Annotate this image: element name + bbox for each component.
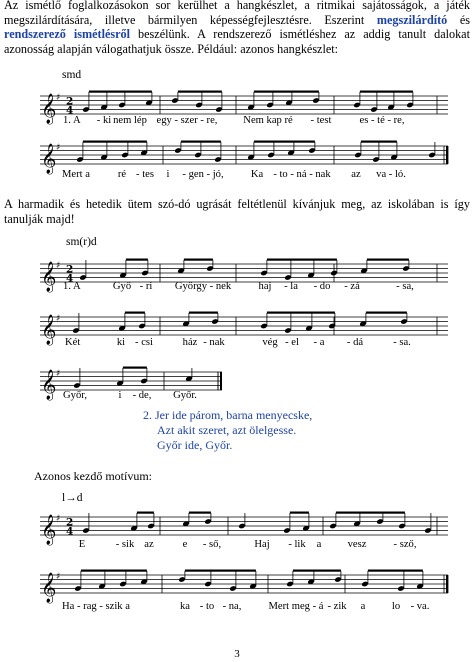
lyric: - de, [132,390,152,401]
lyric: - tes [136,169,154,180]
lyric: - to - ná - nak [273,169,331,180]
lyric: i [166,169,170,180]
svg-text:4: 4 [66,525,74,538]
lyric: e [182,539,188,550]
lyric: ré [117,169,127,180]
mid-paragraph: A harmadik és hetedik ütem szó-dó ugrását feltétlenül kívánjuk meg, az iskolában is így tanulják majd! [4,197,470,226]
lyric: - gen - jó, [182,169,224,180]
song1-lyrics-1 [0,115,474,129]
svg-text:𝄞: 𝄞 [41,315,57,345]
lyric: - sik [115,539,135,550]
lyric: az [144,539,154,550]
lyric: Két [65,337,81,348]
svg-text:♯: ♯ [56,369,61,379]
lyric: - to [199,601,215,612]
lyric: - na, [222,601,242,612]
highlight-megszilardito: megszilárdító [376,12,448,27]
lyric: a [316,539,322,550]
song1-solmization-label: smd [62,69,82,81]
svg-text:♯: ♯ [56,93,61,103]
lyric: vesz [347,539,367,550]
lyric: 1. A [63,115,81,126]
lyric: - lik [288,539,306,550]
svg-text:♯: ♯ [56,261,61,271]
svg-text:♯: ♯ [56,572,61,582]
svg-text:𝄞: 𝄞 [41,515,57,545]
lyric: haj [258,281,272,292]
verse-line-1: 2. Jer ide párom, barna menyecske, [143,408,313,422]
lyric: Mert a [62,169,90,180]
lyric: - el [285,337,299,348]
song1-lyrics-2 [0,169,474,183]
lyric: - do [313,281,331,292]
svg-text:2: 2 [66,95,74,108]
svg-text:♯: ♯ [56,514,61,524]
lyric: va - ló. [376,169,406,180]
lyric: E [78,539,86,550]
lyric: ki [116,337,126,348]
highlight-rendszerezo: rendszerező ismétlésről [4,27,131,42]
lyric: Haj [254,539,270,550]
lyric: Nem kap ré [243,115,293,126]
song3-lyrics-1 [0,539,474,553]
lyric: - ri [139,281,153,292]
song2-lyrics-3 [0,390,474,404]
svg-text:2: 2 [66,263,74,276]
svg-text:𝄞: 𝄞 [41,573,57,603]
svg-text:2: 2 [66,516,74,529]
intro-paragraph [4,0,470,56]
song2-lyrics-1 [0,281,474,295]
lyric: Ka [250,169,264,180]
lyric: - sa. [393,337,411,348]
lyric: - zá [344,281,360,292]
lyric: - ső, [202,539,222,550]
page-number: 3 [234,648,240,660]
svg-text:4: 4 [66,104,74,117]
svg-text:♯: ♯ [56,314,61,324]
song3-solmization-label: l→d [62,492,83,504]
verse-2 [143,408,312,452]
lyric: - test [310,115,332,126]
lyric: ka [180,601,190,612]
verse-line-3: Győr ide, Győr. [157,437,233,452]
lyric: György - nek [174,281,232,292]
lyric: i [118,390,122,401]
lyric: - dá [346,337,364,348]
lyric: Mert meg - á [268,601,324,612]
lyric: 1. A [63,281,81,292]
intro-text-3: beszélünk. A rendszerező ismétléshez az addig tanult dalokat azonosság alapján válogathatjuk össze. Például: azonos hangkészlet: [4,27,470,56]
intro-text-1: Az ismétlő foglalkozásokon sor kerülhet a hangkészlet, a ritmikai sajátosságok, a játék megszilárdítására, illetve bármilyen képességfejlesztésre. Eszerint [4,0,470,27]
lyric: Ha - rag - szik a [62,601,130,612]
lyric: - zik [327,601,347,612]
lyric: - a [313,337,325,348]
lyric: Győ [112,281,132,292]
svg-text:𝄞: 𝄞 [41,370,57,400]
lyric: az [351,169,361,180]
lyric: nem lép [113,115,147,126]
lyric: - sa, [396,281,414,292]
lyric: - la [284,281,298,292]
intro-text-2: és [447,12,470,27]
lyric: Győr. [173,390,197,401]
svg-text:𝄞: 𝄞 [41,94,57,124]
svg-text:4: 4 [66,272,74,285]
lyric: vég [262,337,278,348]
lyric: es - té - re, [359,115,405,126]
svg-text:𝄞: 𝄞 [41,262,57,292]
lyric: - sző, [393,539,417,550]
song3-lyrics-2 [0,601,474,615]
lyric: - csi [135,337,153,348]
svg-text:♯: ♯ [56,143,61,153]
lyric: lo [391,601,401,612]
section-label: Azonos kezdő motívum: [34,469,152,483]
lyric: egy - szer - re, [156,115,218,126]
lyric: ház [182,337,198,348]
lyric: - va. [410,601,430,612]
verse-line-2: Azt akit szeret, azt ölelgesse. [157,422,297,437]
song2-lyrics-2 [0,337,474,351]
svg-text:𝄞: 𝄞 [41,144,57,174]
lyric: - ki [96,115,112,126]
lyric: a [360,601,366,612]
song2-solmization-label: sm(r)d [66,236,97,248]
lyric: Győr, [63,390,87,401]
lyric: - nak [203,337,225,348]
